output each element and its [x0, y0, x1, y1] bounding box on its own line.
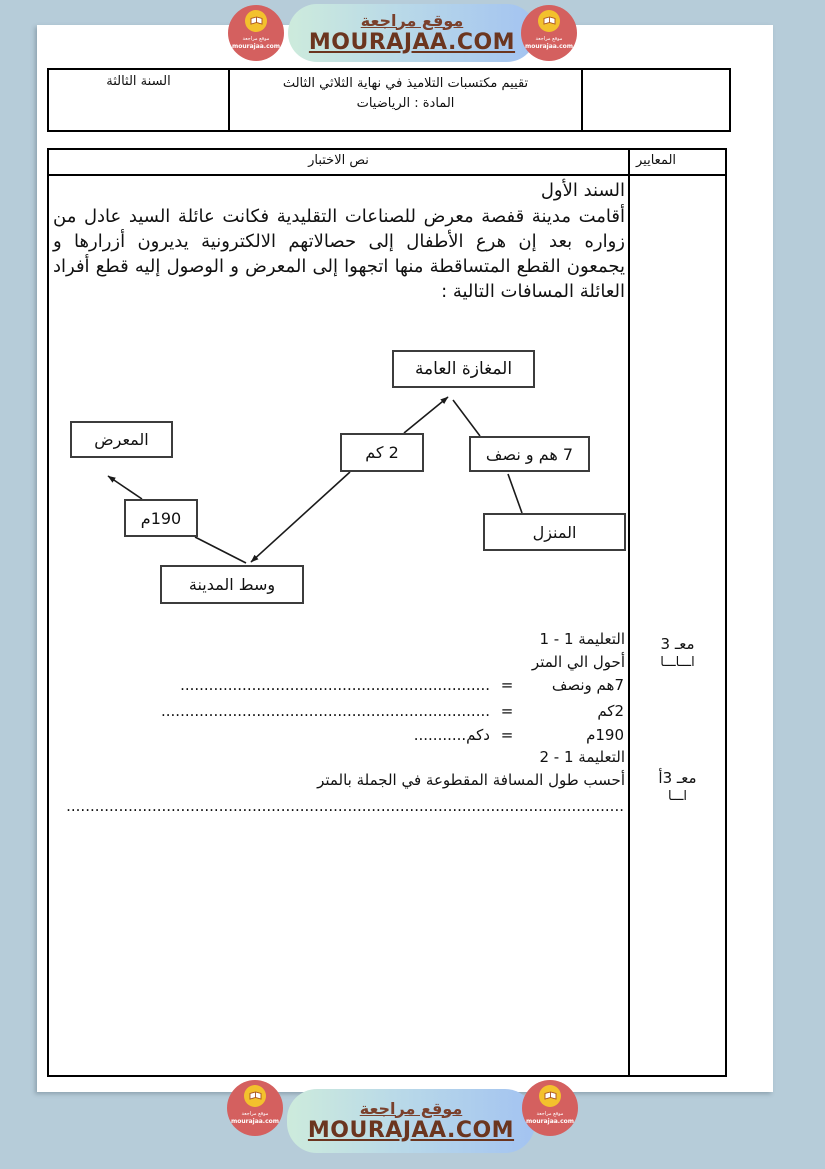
- logo-circle-bottom-left: [227, 1080, 283, 1136]
- distances-diagram: [49, 344, 628, 616]
- instruction1-title: التعليمة 1 - 1: [539, 630, 625, 648]
- node-exhibition: المعرض: [70, 421, 173, 458]
- conversion-row: [53, 726, 624, 744]
- logo-small-domain: mourajaa.com: [230, 1118, 280, 1125]
- conversion-label: 7هم ونصف: [551, 676, 624, 694]
- answer-dots: دكم...........: [413, 726, 490, 744]
- answer-dots-line: .....................................................................................................................: [66, 797, 624, 815]
- conversion-label: 190م: [586, 726, 624, 744]
- equals-sign: =: [500, 702, 514, 720]
- story-paragraph: [53, 204, 625, 304]
- criteria-code: معـ 3أ: [658, 769, 697, 787]
- exam-body-row: [49, 176, 725, 1075]
- logo-small-domain: mourajaa.com: [231, 43, 281, 50]
- site-name-link[interactable]: موقع مراجعة: [360, 10, 464, 30]
- criteria-marks: اـــاـــا: [660, 655, 695, 670]
- instruction1-task: أحول الي المتر: [531, 653, 625, 671]
- instruction2-task: أحسب طول المسافة المقطوعة في الجملة بالمتر: [317, 771, 625, 789]
- top-banner: [288, 4, 536, 62]
- conversion-label: 2كم: [597, 702, 624, 720]
- story-line: العائلة المسافات التالية :: [441, 281, 625, 302]
- logo-small-title: موقع مراجعة: [241, 1111, 269, 1117]
- logo-small-domain: mourajaa.com: [525, 1118, 575, 1125]
- book-icon: [245, 10, 267, 32]
- info-table: [47, 68, 731, 132]
- info-cell-empty: [581, 70, 729, 130]
- site-domain-link[interactable]: MOURAJAA.COM: [308, 29, 516, 55]
- criteria-code: معـ 3: [660, 635, 695, 653]
- logo-circle-top-right: [521, 5, 577, 61]
- equals-sign: =: [500, 726, 514, 744]
- evaluation-title: تقييم مكتسبات التلاميذ في نهاية الثلاثي الثالث: [282, 76, 529, 91]
- info-cell-year: [49, 70, 228, 130]
- logo-circle-bottom-right: [522, 1080, 578, 1136]
- bottom-banner: [287, 1089, 535, 1153]
- logo-circle-top-left: [228, 5, 284, 61]
- distance-7hm: 7 هم و نصف: [469, 436, 590, 472]
- node-city-center: وسط المدينة: [160, 565, 304, 604]
- criteria-marks: اـــا: [668, 789, 687, 804]
- site-name-link[interactable]: موقع مراجعة: [359, 1098, 463, 1118]
- exam-text-cell: [49, 176, 628, 1075]
- book-icon: [244, 1085, 266, 1107]
- site-domain-link[interactable]: MOURAJAA.COM: [307, 1117, 515, 1143]
- distance-190m: 190م: [124, 499, 198, 537]
- answer-dots: .................................................................: [180, 676, 490, 694]
- year-label: السنة الثالثة: [106, 74, 171, 89]
- conversion-row: [53, 676, 624, 694]
- node-general-store: المغازة العامة: [392, 350, 535, 388]
- story-line: أقامت مدينة قفصة معرض للصناعات التقليدية فكانت عائلة السيد عادل من: [53, 206, 625, 227]
- exam-table: [47, 148, 727, 1077]
- diagram-arrows: [49, 344, 632, 616]
- criteria-entry: [630, 634, 725, 672]
- instruction2-title: التعليمة 1 - 2: [539, 748, 625, 766]
- equals-sign: =: [500, 676, 514, 694]
- support-title: السند الأول: [540, 180, 625, 201]
- node-home: المنزل: [483, 513, 626, 551]
- text-column-header: نص الاختبار: [308, 153, 369, 168]
- answer-dots: .....................................................................: [161, 702, 490, 720]
- story-line: زواره بعد إن هرع الأطفال إلى حصالاتهم الالكترونية يديرون أزرارها و: [53, 231, 625, 252]
- subject-label: المادة : الرياضيات: [356, 96, 455, 111]
- conversion-row: [53, 702, 624, 720]
- logo-small-title: موقع مراجعة: [535, 36, 563, 42]
- criteria-entry: [630, 768, 725, 806]
- book-icon: [538, 10, 560, 32]
- story-line: يجمعون القطع المتساقطة منها اتجهوا إلى المعرض و الوصول إليه قطع أفراد: [53, 256, 625, 277]
- logo-small-title: موقع مراجعة: [536, 1111, 564, 1117]
- info-cell-title: [228, 70, 581, 130]
- criteria-column-header: المعايير: [628, 150, 725, 174]
- logo-small-title: موقع مراجعة: [242, 36, 270, 42]
- exam-header-row: [49, 150, 725, 176]
- distance-2km: 2 كم: [340, 433, 424, 472]
- book-icon: [539, 1085, 561, 1107]
- logo-small-domain: mourajaa.com: [524, 43, 574, 50]
- criteria-cell: [628, 176, 725, 1075]
